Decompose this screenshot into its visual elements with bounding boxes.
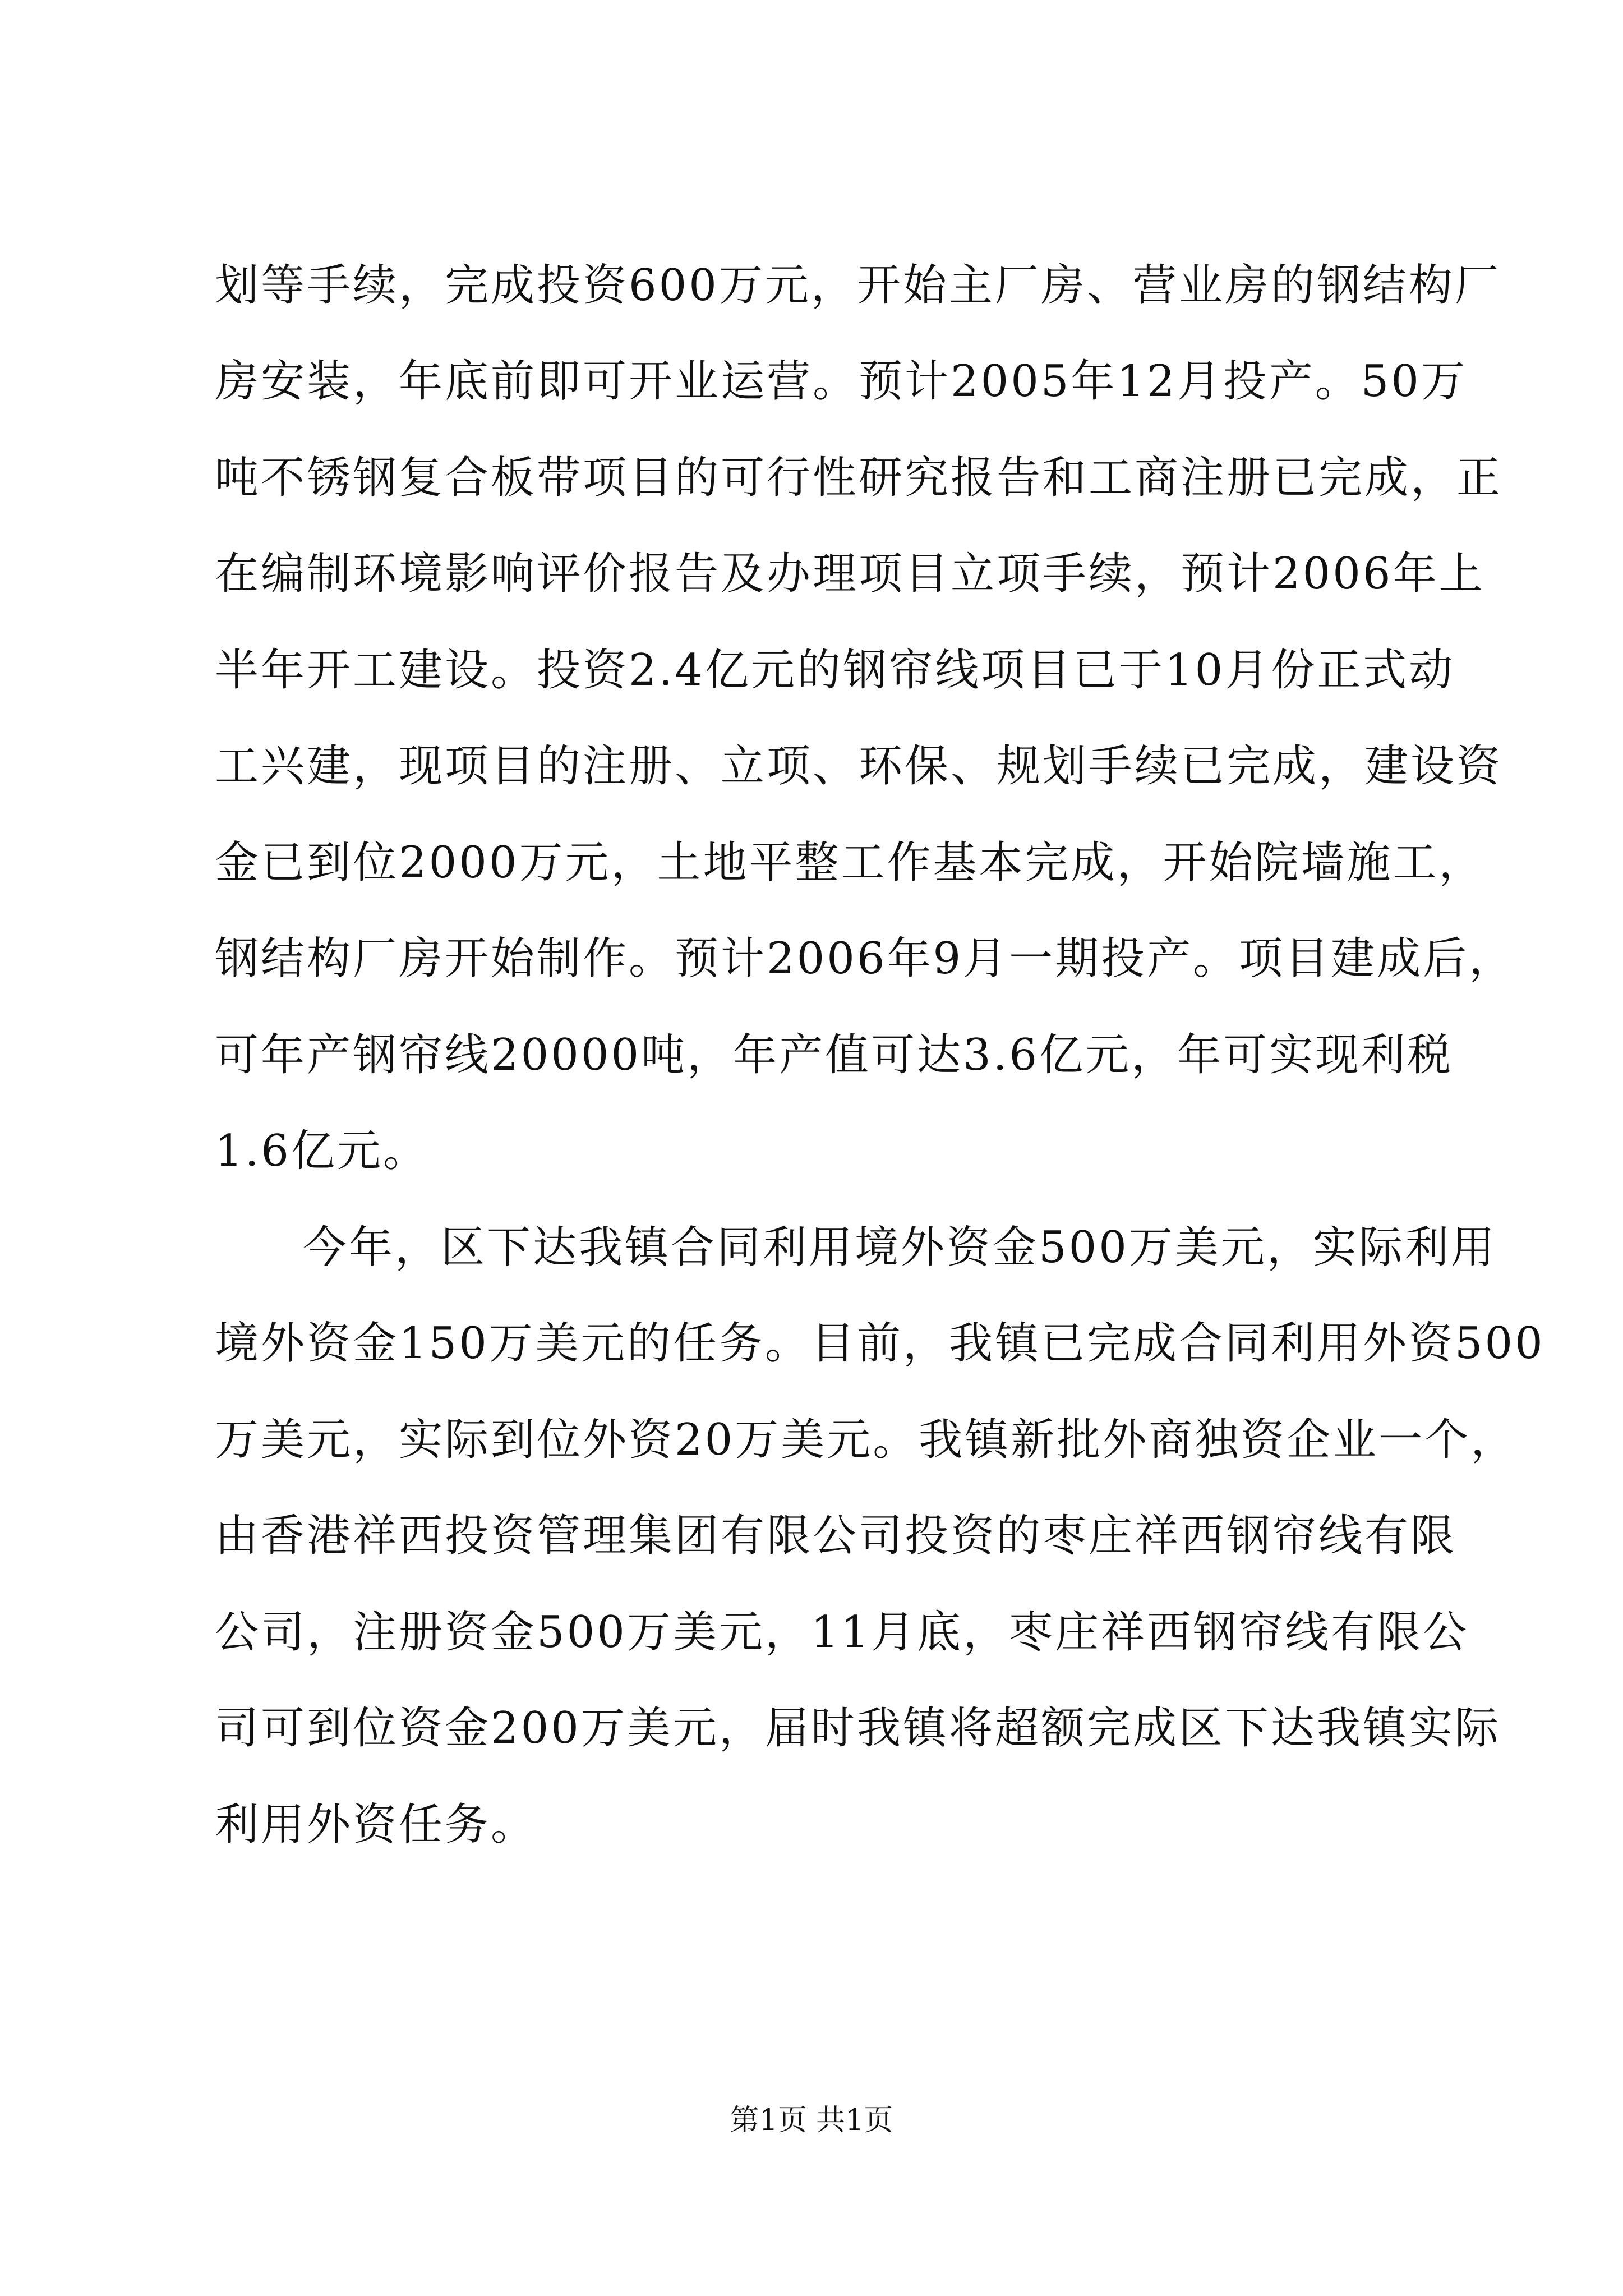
text-line: 工兴建，现项目的注册、立项、环保、规划手续已完成，建设资 bbox=[215, 741, 1503, 792]
text-line: 万美元，实际到位外资20万美元。我镇新批外商独资企业一个， bbox=[215, 1415, 1517, 1465]
text-line: 1.6亿元。 bbox=[215, 1126, 430, 1176]
text-line: 由香港祥西投资管理集团有限公司投资的枣庄祥西钢帘线有限 bbox=[215, 1511, 1457, 1561]
text-line: 司可到位资金200万美元，届时我镇将超额完成区下达我镇实际 bbox=[215, 1703, 1501, 1754]
page-footer: 第1页 共1页 bbox=[730, 2104, 893, 2137]
text-line: 在编制环境影响评价报告及办理项目立项手续，预计2006年上 bbox=[215, 549, 1485, 599]
text-line: 金已到位2000万元，土地平整工作基本完成，开始院墙施工， bbox=[215, 838, 1485, 888]
text-line: 公司，注册资金500万美元，11月底，枣庄祥西钢帘线有限公 bbox=[215, 1607, 1469, 1658]
text-line: 可年产钢帘线20000吨，年产值可达3.6亿元，年可实现利税 bbox=[215, 1030, 1454, 1080]
text-line: 划等手续，完成投资600万元，开始主厂房、营业房的钢结构厂 bbox=[215, 260, 1501, 311]
text-line: 半年开工建设。投资2.4亿元的钢帘线项目已于10月份正式动 bbox=[215, 645, 1455, 696]
text-line: 利用外资任务。 bbox=[215, 1800, 537, 1850]
text-line: 吨不锈钢复合板带项目的可行性研究报告和工商注册已完成，正 bbox=[215, 453, 1503, 503]
text-line: 境外资金150万美元的任务。目前，我镇已完成合同利用外资500 bbox=[215, 1318, 1545, 1369]
paragraph-first-line: 今年，区下达我镇合同利用境外资金500万美元，实际利用 bbox=[303, 1222, 1497, 1273]
text-line: 房安装，年底前即可开业运营。预计2005年12月投产。50万 bbox=[215, 356, 1468, 407]
text-line: 钢结构厂房开始制作。预计2006年9月一期投产。项目建成后， bbox=[215, 933, 1515, 984]
